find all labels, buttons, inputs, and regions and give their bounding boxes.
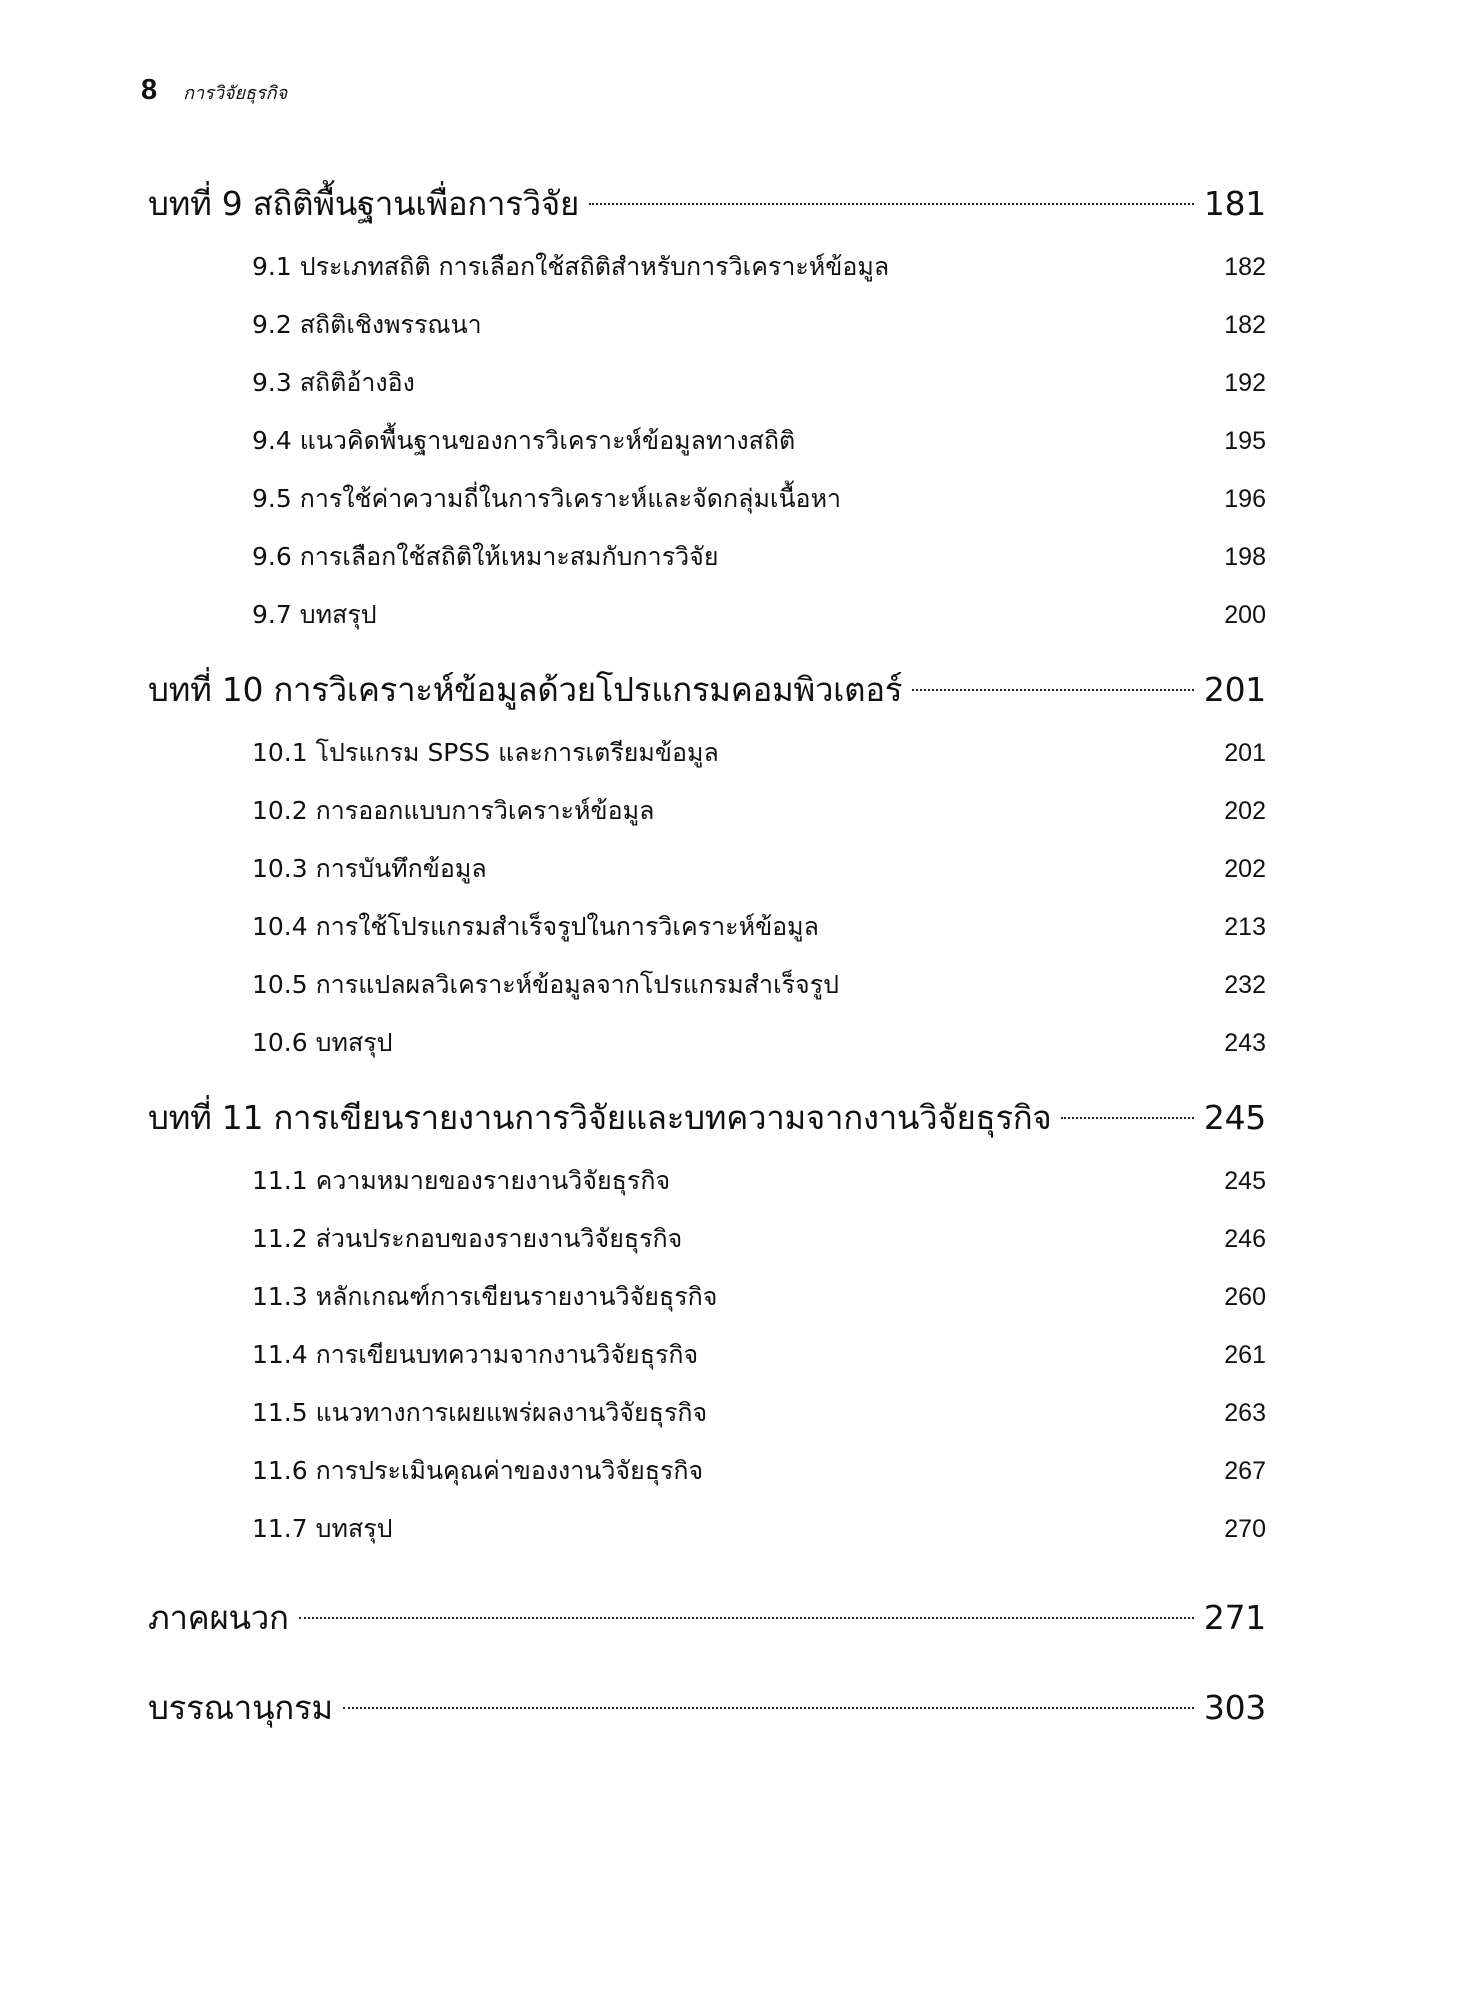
section-entry[interactable] bbox=[148, 1210, 1266, 1268]
section-title: 10.2 การออกแบบการวิเคราะห์ข้อมูล bbox=[252, 796, 655, 825]
dot-leader bbox=[299, 1617, 1194, 1619]
section-page: 182 bbox=[1224, 311, 1266, 339]
section-entry[interactable] bbox=[148, 238, 1266, 296]
section-entry[interactable] bbox=[148, 898, 1266, 956]
section-entry[interactable] bbox=[148, 1500, 1266, 1558]
section-page: 243 bbox=[1224, 1029, 1266, 1057]
section-entry[interactable] bbox=[148, 528, 1266, 586]
bibliography-heading[interactable] bbox=[148, 1682, 1266, 1734]
chapter-page: 245 bbox=[1203, 1098, 1266, 1137]
section-title: 10.3 การบันทึกข้อมูล bbox=[252, 854, 487, 883]
section-entry[interactable] bbox=[148, 1152, 1266, 1210]
section-title: 11.3 หลักเกณฑ์การเขียนรายงานวิจัยธุรกิจ bbox=[252, 1282, 718, 1311]
bibliography-title: บรรณานุกรม bbox=[148, 1688, 333, 1727]
chapter-title: บทที่ 10 การวิเคราะห์ข้อมูลด้วยโปรแกรมคอมพิวเตอร์ bbox=[148, 670, 903, 709]
section-entry[interactable] bbox=[148, 840, 1266, 898]
section-title: 11.7 บทสรุป bbox=[252, 1514, 393, 1543]
section-entry[interactable] bbox=[148, 296, 1266, 354]
section-entry[interactable] bbox=[148, 1014, 1266, 1072]
chapter-heading[interactable] bbox=[148, 664, 1266, 716]
section-entry[interactable] bbox=[148, 1442, 1266, 1500]
section-title: 11.4 การเขียนบทความจากงานวิจัยธุรกิจ bbox=[252, 1340, 699, 1369]
section-page: 246 bbox=[1224, 1225, 1266, 1253]
section-page: 261 bbox=[1224, 1341, 1266, 1369]
section-page: 182 bbox=[1224, 253, 1266, 281]
section-page: 200 bbox=[1224, 601, 1266, 629]
section-page: 267 bbox=[1224, 1457, 1266, 1485]
chapter-page: 201 bbox=[1203, 670, 1266, 709]
section-page: 245 bbox=[1224, 1167, 1266, 1195]
page-number: 8 bbox=[141, 74, 158, 106]
section-entry[interactable] bbox=[148, 782, 1266, 840]
section-entry[interactable] bbox=[148, 724, 1266, 782]
chapter-title: บทที่ 11 การเขียนรายงานการวิจัยและบทความจากงานวิจัยธุรกิจ bbox=[148, 1098, 1052, 1137]
section-page: 195 bbox=[1224, 427, 1266, 455]
chapter-heading[interactable] bbox=[148, 178, 1266, 230]
section-title: 9.2 สถิติเชิงพรรณนา bbox=[252, 310, 482, 339]
section-list bbox=[148, 1152, 1266, 1558]
section-entry[interactable] bbox=[148, 354, 1266, 412]
appendix-page: 271 bbox=[1203, 1598, 1266, 1637]
section-title: 9.1 ประเภทสถิติ การเลือกใช้สถิติสำหรับการวิเคราะห์ข้อมูล bbox=[252, 252, 890, 281]
section-page: 198 bbox=[1224, 543, 1266, 571]
section-entry[interactable] bbox=[148, 1268, 1266, 1326]
section-title: 9.6 การเลือกใช้สถิติให้เหมาะสมกับการวิจัย bbox=[252, 542, 719, 571]
section-list bbox=[148, 724, 1266, 1072]
chapter-page: 181 bbox=[1203, 184, 1266, 223]
bibliography-page: 303 bbox=[1203, 1688, 1266, 1727]
dot-leader bbox=[589, 203, 1194, 205]
dot-leader bbox=[1061, 1117, 1193, 1119]
section-page: 260 bbox=[1224, 1283, 1266, 1311]
section-entry[interactable] bbox=[148, 1384, 1266, 1442]
section-entry[interactable] bbox=[148, 586, 1266, 644]
section-list bbox=[148, 238, 1266, 644]
table-of-contents bbox=[148, 178, 1266, 1772]
section-entry[interactable] bbox=[148, 412, 1266, 470]
section-entry[interactable] bbox=[148, 1326, 1266, 1384]
chapter-title: บทที่ 9 สถิติพื้นฐานเพื่อการวิจัย bbox=[148, 184, 579, 223]
section-title: 11.6 การประเมินคุณค่าของงานวิจัยธุรกิจ bbox=[252, 1456, 704, 1485]
running-head bbox=[141, 74, 287, 114]
section-title: 10.1 โปรแกรม SPSS และการเตรียมข้อมูล bbox=[252, 738, 719, 767]
appendix-heading[interactable] bbox=[148, 1592, 1266, 1644]
section-title: 10.6 บทสรุป bbox=[252, 1028, 393, 1057]
section-page: 213 bbox=[1224, 913, 1266, 941]
section-title: 11.5 แนวทางการเผยแพร่ผลงานวิจัยธุรกิจ bbox=[252, 1398, 708, 1427]
dot-leader bbox=[912, 689, 1194, 691]
section-page: 202 bbox=[1224, 855, 1266, 883]
section-entry[interactable] bbox=[148, 956, 1266, 1014]
chapter-heading[interactable] bbox=[148, 1092, 1266, 1144]
section-title: 10.5 การแปลผลวิเคราะห์ข้อมูลจากโปรแกรมสำเร็จรูป bbox=[252, 970, 839, 999]
section-title: 9.3 สถิติอ้างอิง bbox=[252, 368, 415, 397]
section-page: 202 bbox=[1224, 797, 1266, 825]
book-title: การวิจัยธุรกิจ bbox=[183, 83, 288, 104]
section-title: 10.4 การใช้โปรแกรมสำเร็จรูปในการวิเคราะห์ข้อมูล bbox=[252, 912, 819, 941]
section-page: 232 bbox=[1224, 971, 1266, 999]
appendix-title: ภาคผนวก bbox=[148, 1598, 289, 1637]
dot-leader bbox=[343, 1707, 1194, 1709]
section-page: 192 bbox=[1224, 369, 1266, 397]
section-title: 11.1 ความหมายของรายงานวิจัยธุรกิจ bbox=[252, 1166, 671, 1195]
section-page: 270 bbox=[1224, 1515, 1266, 1543]
section-page: 196 bbox=[1224, 485, 1266, 513]
section-title: 9.5 การใช้ค่าความถี่ในการวิเคราะห์และจัดกลุ่มเนื้อหา bbox=[252, 484, 842, 513]
section-page: 263 bbox=[1224, 1399, 1266, 1427]
section-page: 201 bbox=[1224, 739, 1266, 767]
section-title: 9.7 บทสรุป bbox=[252, 600, 377, 629]
section-title: 9.4 แนวคิดพื้นฐานของการวิเคราะห์ข้อมูลทางสถิติ bbox=[252, 426, 796, 455]
section-title: 11.2 ส่วนประกอบของรายงานวิจัยธุรกิจ bbox=[252, 1224, 683, 1253]
section-entry[interactable] bbox=[148, 470, 1266, 528]
